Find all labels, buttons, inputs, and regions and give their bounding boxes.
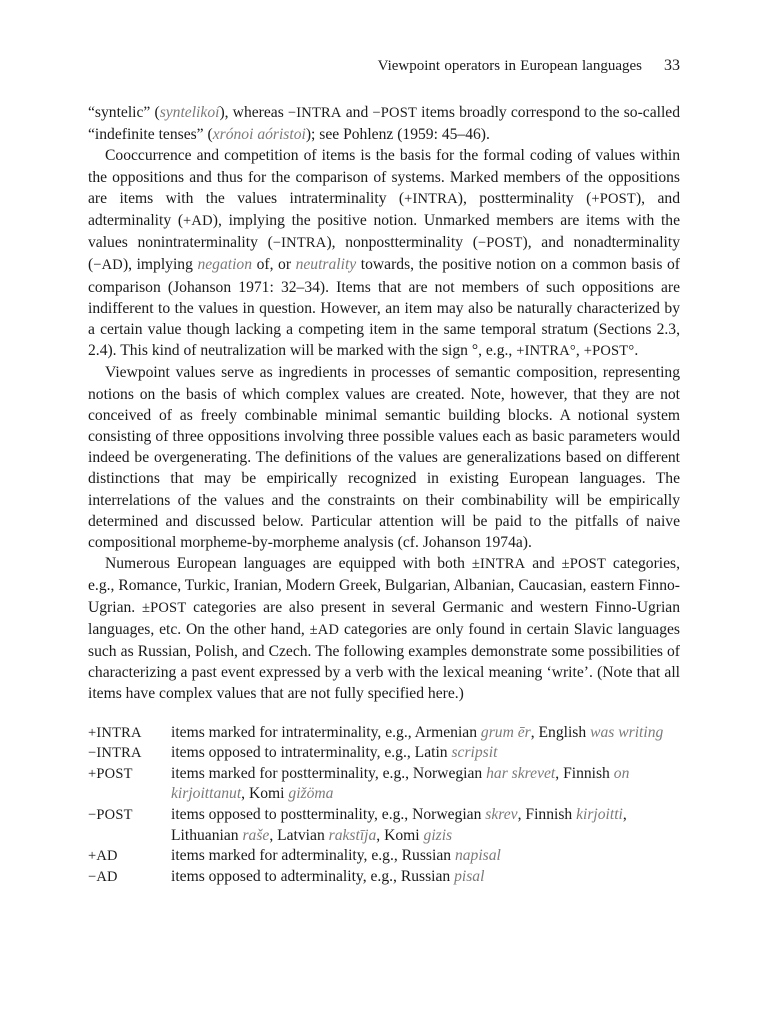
text-run: ), and nonadterminality ( (88, 234, 681, 274)
value-label: ±POST (561, 556, 607, 573)
example-form: scripsit (451, 744, 498, 762)
text-run: items marked for postterminality, e.g., Norwegian (171, 764, 487, 782)
text-run: , Lithuanian (171, 806, 627, 844)
definition-label: −INTRA (88, 745, 142, 762)
text-run: , Finnish (555, 764, 614, 782)
greek-term: xrónoi aóristoi (212, 126, 306, 144)
text-run: items marked for intraterminality, e.g., Armenian (171, 723, 481, 741)
text-run: ), postterminality ( (457, 189, 592, 207)
text-run: ), whereas (219, 104, 288, 121)
example-form: rakstīja (328, 826, 377, 844)
definition-text (171, 867, 680, 888)
example-form: har skrevet (486, 764, 556, 782)
definition-list (88, 723, 680, 888)
text-run: , (575, 342, 584, 360)
text-run: , Latvian (269, 826, 329, 844)
value-label: +INTRA (404, 190, 458, 207)
value-label: −INTRA (287, 105, 342, 121)
definition-text (171, 805, 680, 846)
running-head (88, 56, 680, 76)
example-form: gizis (423, 826, 453, 844)
book-page (88, 56, 680, 887)
text-run: items opposed to postterminality, e.g., Norwegian (171, 806, 486, 824)
definition-label: −POST (88, 807, 133, 824)
text-run: . (634, 342, 639, 360)
text-run: and (341, 104, 373, 121)
text-run: , Finnish (517, 806, 577, 824)
text-run: ), and adterminality ( (88, 189, 680, 230)
value-label: −POST (372, 105, 418, 121)
paragraph-4 (88, 553, 680, 704)
text-run: items marked for adterminality, e.g., Russian (171, 847, 455, 865)
example-form: pisal (454, 867, 485, 885)
value-label: +POST° (583, 343, 635, 360)
value-label: ±INTRA (471, 556, 526, 573)
example-form: napisal (454, 847, 501, 865)
definition-label: +POST (88, 765, 133, 782)
example-form: was writing (590, 723, 664, 741)
definition-item (88, 723, 680, 744)
text-run: categories are also present in several Germanic and western Finno-Ugrian languages, etc. On the other hand, (88, 598, 680, 638)
page-number: 33 (664, 57, 680, 74)
text-run: towards, the positive notion on a common basis of comparison (Johanson 1971: 32–34). Items that are not members of such oppositions are indifferent to the values in question. However, an item may also be naturally characterized by a certain value though lacking a competing item in the same temporal stratum (Sections 2.3, 2.4). This kind of neutralization will be marked with the sign °, e.g., (88, 256, 681, 360)
definition-item (88, 846, 680, 867)
definition-item (88, 743, 680, 764)
text-run: “syntelic” ( (88, 104, 160, 121)
running-head-title: Viewpoint operators in European languages (377, 58, 642, 74)
text-run: , English (530, 723, 591, 741)
definition-item (88, 764, 680, 805)
example-form: grum ēr (480, 723, 531, 741)
paragraph-3: Viewpoint values serve as ingredients in processes of semantic composition, representing notions on the basis of which complex values are created. Note, however, that they are not conceived of as freely combinable minimal semantic building blocks. A notional system consisting of three oppositions involving three possible values each as basic parameters would indeed be overgenerating. The definitions of the values are generalizations based on different distinctions that may be empirically recognized in existing European languages. The interrelations of the values and the constraints on their combinability will be empirically determined and discussed below. Particular attention will be paid to the pitfalls of naive compositional morpheme-by-morpheme analysis (cf. Johanson 1974a). (88, 364, 680, 552)
example-form: skrev (485, 806, 518, 824)
value-label: −AD (93, 257, 123, 274)
definition-item (88, 805, 680, 846)
value-label: +INTRA° (516, 343, 576, 360)
definition-label: +INTRA (88, 724, 142, 741)
definition-label: −AD (88, 868, 118, 885)
value-label: +AD (183, 213, 213, 230)
text-run: ), implying (122, 256, 198, 274)
example-form: kirjoitti (576, 806, 623, 824)
example-form: raše (242, 826, 270, 844)
definition-text (171, 846, 680, 867)
example-form: on kirjoittanut (171, 764, 630, 803)
text-run: Numerous European languages are equipped with both (105, 555, 472, 573)
definition-text (171, 743, 680, 764)
body-text (88, 102, 680, 705)
text-run: ), implying the positive notion. Unmarked members are items with the values nonintraterminality ( (88, 212, 681, 252)
text-run: items opposed to adterminality, e.g., Russian (171, 867, 455, 885)
text-run: , Komi (241, 785, 289, 803)
definition-item (88, 867, 680, 888)
text-run: Cooccurrence and competition of items is the basis for the formal coding of values within the oppositions and thus for the comparison of systems. Marked members of the oppositions are items with the values intraterminality ( (88, 147, 680, 207)
text-run: items opposed to intraterminality, e.g., Latin (171, 744, 452, 762)
emphasized-term: negation (197, 256, 253, 274)
text-run: of, or (252, 256, 296, 274)
value-label: ±AD (309, 621, 340, 638)
text-run: and (525, 555, 562, 573)
value-label: −POST (477, 235, 523, 252)
definition-text (171, 764, 680, 805)
greek-term: syntelikoí (159, 104, 220, 121)
value-label: +POST (591, 190, 636, 207)
text-run: items broadly correspond to the so-called “indefinite tenses” ( (88, 104, 681, 144)
definition-text (171, 723, 680, 744)
value-label: ±POST (141, 599, 187, 616)
emphasized-term: neutrality (295, 256, 357, 274)
text-run: , Komi (376, 826, 424, 844)
text-run: categories, e.g., Romance, Turkic, Iranian, Modern Greek, Bulgarian, Albanian, Caucasian, eastern Finno-Ugrian. (88, 555, 680, 616)
definition-label: +AD (88, 848, 118, 865)
example-form: gižöma (288, 785, 334, 803)
paragraph-1 (88, 102, 680, 145)
paragraph-2 (88, 145, 680, 362)
text-run: ), nonpostterminality ( (326, 234, 478, 252)
text-run: ); see Pohlenz (1959: 45–46). (305, 126, 490, 144)
text-run: categories are only found in certain Slavic languages such as Russian, Polish, and Czech. The following examples demonstrate some possibilities of characterizing a past event expressed by a verb with the lexical meaning ‘write’. (Note that all items have complex values that are not fully specified here.) (88, 620, 680, 703)
value-label: −INTRA (272, 235, 327, 252)
